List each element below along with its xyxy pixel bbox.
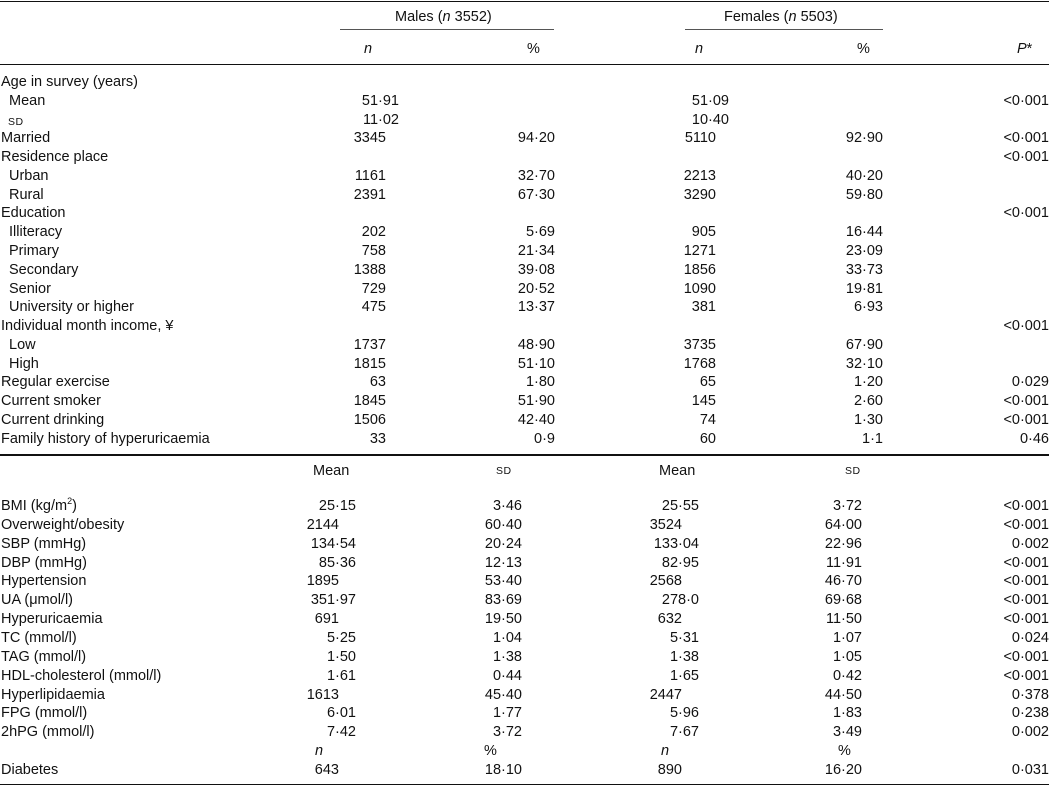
males-n-cell: 2391	[353, 187, 386, 203]
females-sd-cell: 44·50	[824, 687, 862, 703]
row-label	[1, 723, 94, 741]
males-value-cell: 643	[314, 762, 339, 778]
s2-header-males-sd: SD	[496, 465, 512, 477]
header-males-n: n	[364, 41, 373, 57]
females-sd-cell: 0·42	[832, 668, 862, 684]
row-label: University or higher	[9, 299, 134, 315]
header-p: P*	[1017, 41, 1033, 57]
males-value-cell: 5·25	[326, 630, 356, 646]
females-underline	[685, 29, 883, 30]
females-value-cell: 1·38	[669, 649, 699, 665]
females-pct-cell: 92·90	[845, 130, 883, 146]
row-label	[1, 686, 105, 704]
females-sd-cell: 1·05	[832, 649, 862, 665]
s2-header-females-sd: SD	[845, 465, 861, 477]
males-sd-cell: 0·44	[492, 668, 522, 684]
p-value-cell: 0·031	[1011, 762, 1049, 778]
row-label: Current drinking	[1, 412, 105, 428]
females-pct-cell: 2·60	[853, 393, 883, 409]
row-label-text: Hypertension	[1, 573, 87, 589]
males-sd-cell: 1·04	[492, 630, 522, 646]
p-value-cell: <0·001	[1003, 412, 1049, 428]
s2-header-females-mean: Mean	[659, 463, 696, 479]
row-label: Senior	[9, 281, 51, 297]
males-underline	[340, 29, 554, 30]
row-label	[1, 704, 87, 722]
males-pct-cell: 67·30	[517, 187, 555, 203]
p-value-cell: <0·001	[1003, 573, 1049, 589]
row-label: High	[9, 356, 39, 372]
females-n-cell: 3735	[683, 337, 716, 353]
males-n-cell: 3345	[353, 130, 386, 146]
row-label: Regular exercise	[1, 374, 110, 390]
row-label-text: Hyperlipidaemia	[1, 687, 105, 703]
row-label: SD	[8, 116, 24, 128]
females-pct-cell: 16·44	[845, 224, 883, 240]
row-label-text: Diabetes	[1, 762, 59, 778]
p-value-cell: <0·001	[1003, 592, 1049, 608]
females-sd-cell: 69·68	[824, 592, 862, 608]
males-value-cell: 2144	[306, 517, 339, 533]
row-label	[1, 554, 87, 572]
females-value-cell: 3524	[649, 517, 682, 533]
females-n-cell: 10·40	[691, 112, 729, 128]
row-label	[1, 591, 73, 609]
males-pct-cell: 1·80	[525, 374, 555, 390]
males-value-cell: 85·36	[318, 555, 356, 571]
s2-header-males-mean: Mean	[313, 463, 350, 479]
row-label: Secondary	[9, 262, 79, 278]
males-pct-cell: 21·34	[517, 243, 555, 259]
p-value-cell: <0·001	[1003, 205, 1049, 221]
p-value-cell: <0·001	[1003, 149, 1049, 165]
males-sd-cell: 12·13	[484, 555, 522, 571]
females-value-cell: 82·95	[661, 555, 699, 571]
p-value-cell: <0·001	[1003, 649, 1049, 665]
males-n-cell: 11·02	[362, 112, 399, 128]
females-n-cell: 1856	[683, 262, 716, 278]
row-label: Urban	[9, 168, 49, 184]
females-pct-cell: 1·20	[853, 374, 883, 390]
females-n-cell: 74	[699, 412, 716, 428]
females-value-cell: 133·04	[653, 536, 699, 552]
row-label: Mean	[9, 93, 46, 109]
females-pct-cell: 67·90	[845, 337, 883, 353]
header-females: Females (n 5503)	[724, 9, 838, 25]
females-n-cell: 1090	[683, 281, 716, 297]
row-label	[1, 497, 77, 515]
males-value-cell: 691	[314, 611, 339, 627]
row-label-text: BMI (kg/m	[1, 498, 68, 514]
p-value-cell: 0·002	[1011, 724, 1049, 740]
females-sd-cell: 46·70	[824, 573, 862, 589]
males-n-cell: 729	[361, 281, 386, 297]
females-n-cell: 2213	[683, 168, 716, 184]
males-sd-cell: 3·46	[492, 498, 522, 514]
row-label	[1, 667, 161, 685]
females-pct-cell: 1·30	[853, 412, 883, 428]
females-sd-cell: 22·96	[824, 536, 862, 552]
females-pct-cell: 1·1	[862, 431, 883, 447]
females-pct-cell: 23·09	[845, 243, 883, 259]
p-value-cell: 0·002	[1011, 536, 1049, 552]
females-value-cell: 2568	[649, 573, 682, 589]
males-pct-cell: 32·70	[517, 168, 555, 184]
males-value-cell: 1895	[306, 573, 339, 589]
row-label: Low	[9, 337, 36, 353]
section-rule	[0, 454, 1049, 456]
row-label-text: TAG (mmol/l)	[1, 649, 87, 665]
p-value-cell: <0·001	[1003, 498, 1049, 514]
males-value-cell: 1·50	[326, 649, 356, 665]
females-n-cell: 3290	[683, 187, 716, 203]
females-n-cell: 1271	[683, 243, 716, 259]
males-n-cell: 63	[369, 374, 386, 390]
males-sd-cell: 83·69	[484, 592, 522, 608]
males-n-cell: 1388	[353, 262, 386, 278]
top-rule	[0, 1, 1049, 2]
row-label-text: SBP (mmHg)	[1, 536, 87, 552]
p-value-cell: <0·001	[1003, 318, 1049, 334]
males-sd-cell: 20·24	[484, 536, 522, 552]
p-value-cell: <0·001	[1003, 611, 1049, 627]
males-pct-cell: 39·08	[517, 262, 555, 278]
females-value-cell: 5·96	[669, 705, 699, 721]
males-value-cell: 7·42	[326, 724, 356, 740]
males-sd-cell: 45·40	[484, 687, 522, 703]
males-n-cell: 1506	[353, 412, 386, 428]
males-n-cell: 33	[369, 431, 386, 447]
males-sd-cell: 60·40	[484, 517, 522, 533]
females-sd-cell: 11·50	[825, 611, 862, 627]
males-n-cell: 1845	[353, 393, 386, 409]
row-label: Primary	[9, 243, 59, 259]
females-n-cell: 60	[699, 431, 716, 447]
females-n-cell: 51·09	[691, 93, 729, 109]
females-pct-cell: 59·80	[845, 187, 883, 203]
females-n-cell: 1768	[683, 356, 716, 372]
row-label: Rural	[9, 187, 44, 203]
header-females-n: n	[695, 41, 704, 57]
row-label-text: Overweight/obesity	[1, 517, 125, 533]
p-value-cell: 0·238	[1011, 705, 1049, 721]
subhead-females-n: n	[661, 743, 670, 759]
header-males: Males (n 3552)	[395, 9, 492, 25]
row-label: Family history of hyperuricaemia	[1, 431, 210, 447]
row-label: Current smoker	[1, 393, 101, 409]
header-rule	[0, 64, 1049, 65]
row-label-text: 2hPG (mmol/l)	[1, 724, 95, 740]
p-value-cell: 0·029	[1011, 374, 1049, 390]
females-value-cell: 632	[657, 611, 682, 627]
females-sd-cell: 1·07	[832, 630, 862, 646]
row-label	[1, 610, 103, 628]
p-value-cell: 0·024	[1011, 630, 1049, 646]
males-pct-cell: 5·69	[525, 224, 555, 240]
subhead-females-pct: %	[838, 743, 851, 759]
males-sd-cell: 19·50	[484, 611, 522, 627]
males-value-cell: 1·61	[326, 668, 356, 684]
males-value-cell: 1613	[306, 687, 339, 703]
males-n-cell: 202	[361, 224, 386, 240]
females-pct-cell: 33·73	[845, 262, 883, 278]
females-pct-cell: 6·93	[853, 299, 883, 315]
females-value-cell: 25·55	[661, 498, 699, 514]
females-sd-cell: 3·72	[832, 498, 862, 514]
row-label-tail: )	[72, 498, 77, 514]
females-n-cell: 5110	[684, 130, 716, 146]
males-n-cell: 1737	[353, 337, 386, 353]
females-pct-cell: 32·10	[845, 356, 883, 372]
females-value-cell: 7·67	[669, 724, 699, 740]
subhead-males-n: n	[315, 743, 324, 759]
males-sd-cell: 3·72	[492, 724, 522, 740]
row-label-text: FPG (mmol/l)	[1, 705, 88, 721]
header-males-pct: %	[527, 41, 540, 57]
row-label: Residence place	[1, 149, 109, 165]
row-label-sup: 2	[67, 496, 73, 507]
p-value-cell: 0·46	[1019, 431, 1049, 447]
females-sd-cell: 3·49	[832, 724, 862, 740]
p-value-cell: <0·001	[1003, 130, 1049, 146]
males-value-cell: 6·01	[326, 705, 356, 721]
header-females-pct: %	[857, 41, 870, 57]
males-value-cell: 351·97	[310, 592, 356, 608]
p-value-cell: <0·001	[1003, 555, 1049, 571]
males-pct-cell: 94·20	[517, 130, 555, 146]
row-label-text: UA (μmol/l)	[1, 592, 73, 608]
p-value-cell: <0·001	[1003, 393, 1049, 409]
bottom-rule	[0, 784, 1049, 785]
p-value-cell: 0·378	[1011, 687, 1049, 703]
males-value-cell: 25·15	[318, 498, 356, 514]
females-n-cell: 65	[699, 374, 716, 390]
males-pct-cell: 51·10	[517, 356, 555, 372]
females-value-cell: 1·65	[669, 668, 699, 684]
males-n-cell: 758	[361, 243, 386, 259]
females-sd-cell: 1·83	[832, 705, 862, 721]
males-sd-cell: 1·38	[492, 649, 522, 665]
row-label-text: TC (mmol/l)	[1, 630, 77, 646]
females-value-cell: 2447	[649, 687, 682, 703]
females-value-cell: 890	[657, 762, 682, 778]
p-value-cell: <0·001	[1003, 93, 1049, 109]
row-label: Married	[1, 130, 51, 146]
females-n-cell: 145	[691, 393, 716, 409]
row-label	[1, 516, 124, 534]
row-label	[1, 535, 86, 553]
row-label-text: HDL-cholesterol (mmol/l)	[1, 668, 162, 684]
males-sd-cell: 53·40	[484, 573, 522, 589]
males-n-cell: 1815	[353, 356, 386, 372]
females-pct-cell: 40·20	[845, 168, 883, 184]
males-pct-cell: 13·37	[517, 299, 555, 315]
females-n-cell: 381	[691, 299, 716, 315]
males-value-cell: 134·54	[310, 536, 356, 552]
p-value-cell: <0·001	[1003, 517, 1049, 533]
row-label: Age in survey (years)	[1, 74, 138, 90]
row-label	[1, 648, 86, 666]
males-pct-cell: 48·90	[517, 337, 555, 353]
females-value-cell: 278·0	[661, 592, 699, 608]
males-pct-cell: 20·52	[517, 281, 555, 297]
row-label	[1, 629, 77, 647]
males-n-cell: 475	[361, 299, 386, 315]
females-sd-cell: 64·00	[824, 517, 862, 533]
p-value-cell: <0·001	[1003, 668, 1049, 684]
row-label	[1, 761, 58, 779]
row-label-text: Hyperuricaemia	[1, 611, 103, 627]
row-label: Education	[1, 205, 66, 221]
females-value-cell: 5·31	[669, 630, 699, 646]
subhead-males-pct: %	[484, 743, 497, 759]
row-label-text: DBP (mmHg)	[1, 555, 87, 571]
males-n-cell: 1161	[354, 168, 386, 184]
males-sd-cell: 1·77	[492, 705, 522, 721]
row-label	[1, 572, 86, 590]
females-n-cell: 905	[691, 224, 716, 240]
row-label: Individual month income, ¥	[1, 318, 174, 334]
males-sd-cell: 18·10	[484, 762, 522, 778]
males-n-cell: 51·91	[361, 93, 399, 109]
males-pct-cell: 42·40	[517, 412, 555, 428]
row-label: Illiteracy	[9, 224, 63, 240]
females-pct-cell: 19·81	[845, 281, 883, 297]
females-sd-cell: 16·20	[824, 762, 862, 778]
females-sd-cell: 11·91	[825, 555, 862, 571]
males-pct-cell: 0·9	[534, 431, 555, 447]
males-pct-cell: 51·90	[517, 393, 555, 409]
